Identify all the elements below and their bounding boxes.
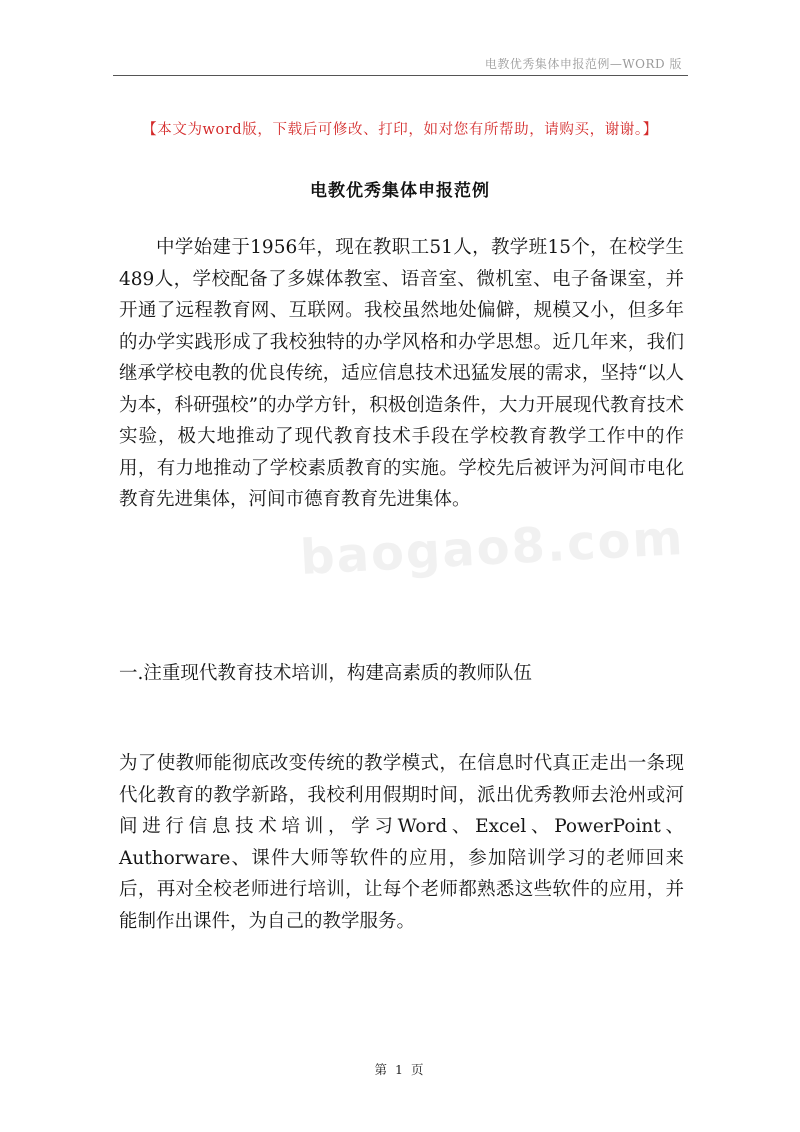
site-watermark: baogao8.com (298, 509, 686, 587)
training-paragraph: 为了使教师能彻底改变传统的教学模式，在信息时代真正走出一条现代化教育的教学新路，我校利用假期时间，派出优秀教师去沧州或河间进行信息技术培训，学习Word、Excel、PowerPoint、Authorware、课件大师等软件的应用，参加陪训学习的老师回来后，再对全校老师进行培训，让每个老师都熟悉这些软件的应用，并能制作出课件，为自己的教学服务。 (119, 753, 684, 932)
intro-paragraph: 中学始建于1956年，现在教职工51人，教学班15个，在校学生489人，学校配备了多媒体教室、语音室、微机室、电子备课室，并开通了远程教育网、互联网。我校虽然地处偏僻，规模又小，但多年的办学实践形成了我校独特的办学风格和办学思想。近几年来，我们继承学校电教的优良传统，适应信息技术迅猛发展的需求，坚持“以人为本，科研强校”的办学方针，积极创造条件，大力开展现代教育技术实验，极大地推动了现代教育技术手段在学校教育教学工作中的作用，有力地推动了学校素质教育的实施。学校先后被评为河间市电化教育先进集体，河间市德育教育先进集体。 (119, 237, 684, 510)
purchase-notice: 【本文为word版，下载后可修改、打印，如对您有所帮助，请购买，谢谢。】 (142, 122, 658, 138)
section-heading: 一.注重现代教育技术培训，构建高素质的教师队伍 (119, 663, 532, 684)
header-divider (113, 75, 688, 76)
running-header: 电教优秀集体申报范例—WORD 版 (484, 57, 682, 71)
page-number: 第 1 页 (374, 1062, 426, 1077)
document-title: 电教优秀集体申报范例 (310, 181, 490, 201)
